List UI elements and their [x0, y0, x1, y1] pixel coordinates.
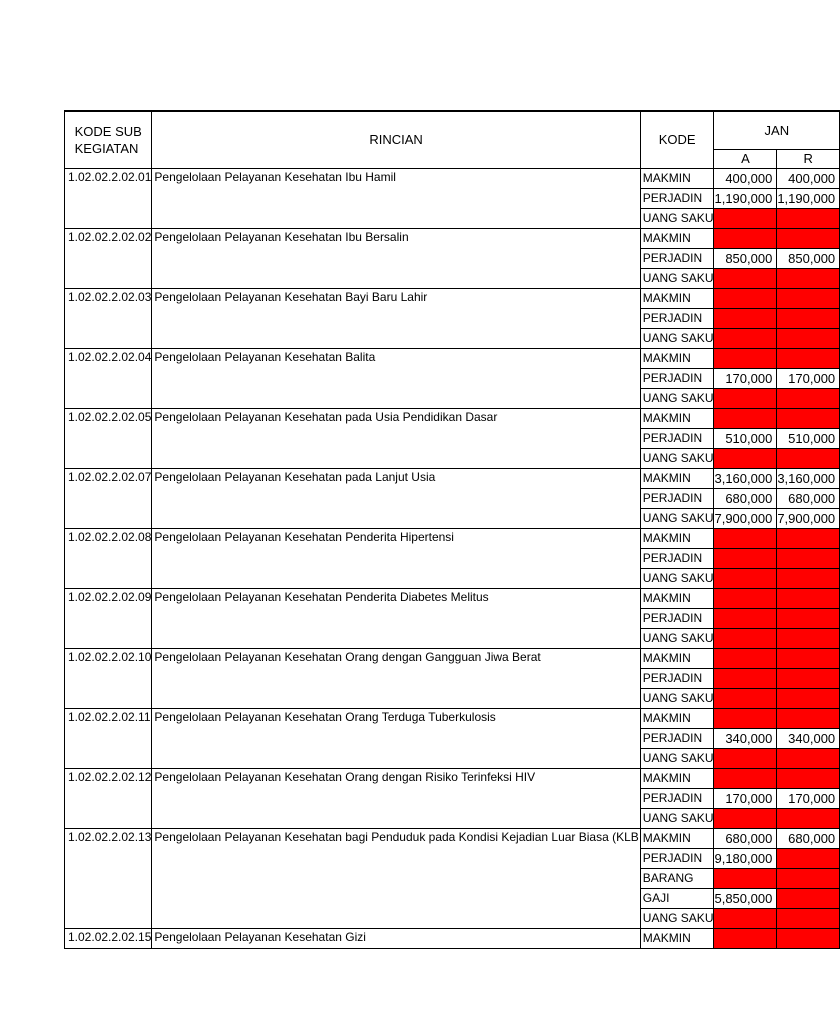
rincian-cell[interactable]: Pengelolaan Pelayanan Kesehatan Orang dengan Risiko Terinfeksi HIV	[152, 768, 640, 828]
kode-cell[interactable]: PERJADIN	[640, 428, 714, 448]
value-r-cell[interactable]: 170,000	[777, 368, 840, 388]
rincian-cell[interactable]: Pengelolaan Pelayanan Kesehatan Gizi	[152, 928, 640, 948]
value-a-cell[interactable]: 680,000	[714, 828, 777, 848]
value-a-cell[interactable]	[714, 208, 777, 228]
budget-table	[64, 110, 840, 949]
rincian-cell[interactable]: Pengelolaan Pelayanan Kesehatan bagi Penduduk pada Kondisi Kejadian Luar Biasa (KLB	[152, 828, 640, 928]
kode-sub-kegiatan-cell[interactable]: 1.02.02.2.02.10	[65, 648, 152, 708]
kode-cell[interactable]: UANG SAKU	[640, 628, 714, 648]
table-row	[65, 588, 840, 608]
value-r-cell[interactable]	[777, 528, 840, 548]
value-a-cell[interactable]: 400,000	[714, 168, 777, 188]
kode-cell[interactable]: PERJADIN	[640, 668, 714, 688]
value-a-cell[interactable]	[714, 748, 777, 768]
value-a-cell[interactable]	[714, 868, 777, 888]
value-r-cell[interactable]	[777, 768, 840, 788]
value-a-cell[interactable]: 5,850,000	[714, 888, 777, 908]
header-col-r: R	[777, 149, 840, 168]
value-r-cell[interactable]	[777, 628, 840, 648]
kode-cell[interactable]: UANG SAKU	[640, 808, 714, 828]
rincian-cell[interactable]: Pengelolaan Pelayanan Kesehatan Penderita Hipertensi	[152, 528, 640, 588]
header-col-a: A	[714, 149, 777, 168]
value-a-cell[interactable]	[714, 228, 777, 248]
value-r-cell[interactable]	[777, 608, 840, 628]
kode-cell[interactable]: MAKMIN	[640, 768, 714, 788]
value-r-cell[interactable]: 680,000	[777, 828, 840, 848]
header-kode-sub-kegiatan	[65, 111, 152, 168]
kode-sub-kegiatan-cell[interactable]: 1.02.02.2.02.09	[65, 588, 152, 648]
kode-cell[interactable]: MAKMIN	[640, 708, 714, 728]
value-r-cell[interactable]	[777, 388, 840, 408]
kode-cell[interactable]: PERJADIN	[640, 548, 714, 568]
table-row	[65, 528, 840, 548]
value-a-cell[interactable]: 680,000	[714, 488, 777, 508]
value-r-cell[interactable]: 1,190,000	[777, 188, 840, 208]
value-r-cell[interactable]	[777, 308, 840, 328]
value-r-cell[interactable]	[777, 688, 840, 708]
kode-cell[interactable]: UANG SAKU	[640, 208, 714, 228]
value-r-cell[interactable]	[777, 868, 840, 888]
value-r-cell[interactable]	[777, 348, 840, 368]
value-a-cell[interactable]	[714, 268, 777, 288]
kode-cell[interactable]: UANG SAKU	[640, 508, 714, 528]
kode-sub-kegiatan-cell[interactable]: 1.02.02.2.02.03	[65, 288, 152, 348]
value-r-cell[interactable]	[777, 408, 840, 428]
kode-cell[interactable]: UANG SAKU	[640, 908, 714, 928]
kode-sub-kegiatan-cell[interactable]: 1.02.02.2.02.13	[65, 828, 152, 928]
table-row	[65, 708, 840, 728]
value-a-cell[interactable]	[714, 388, 777, 408]
header-rincian: RINCIAN	[152, 111, 640, 168]
value-a-cell[interactable]	[714, 608, 777, 628]
kode-sub-kegiatan-cell[interactable]: 1.02.02.2.02.11	[65, 708, 152, 768]
table-row	[65, 828, 840, 848]
kode-cell[interactable]: BARANG	[640, 868, 714, 888]
value-r-cell[interactable]: 340,000	[777, 728, 840, 748]
kode-sub-kegiatan-cell[interactable]: 1.02.02.2.02.05	[65, 408, 152, 468]
value-a-cell[interactable]	[714, 408, 777, 428]
value-a-cell[interactable]	[714, 808, 777, 828]
value-a-cell[interactable]	[714, 628, 777, 648]
kode-cell[interactable]: MAKMIN	[640, 648, 714, 668]
value-a-cell[interactable]	[714, 588, 777, 608]
value-r-cell[interactable]: 7,900,000	[777, 508, 840, 528]
header-kode: KODE	[640, 111, 714, 168]
value-r-cell[interactable]	[777, 288, 840, 308]
value-r-cell[interactable]	[777, 648, 840, 668]
value-r-cell[interactable]: 3,160,000	[777, 468, 840, 488]
header-month: JAN	[714, 111, 840, 149]
kode-cell[interactable]: PERJADIN	[640, 608, 714, 628]
kode-cell[interactable]: UANG SAKU	[640, 388, 714, 408]
kode-cell[interactable]: MAKMIN	[640, 168, 714, 188]
kode-sub-kegiatan-cell[interactable]: 1.02.02.2.02.07	[65, 468, 152, 528]
kode-cell[interactable]: PERJADIN	[640, 188, 714, 208]
kode-cell[interactable]: GAJI	[640, 888, 714, 908]
kode-cell[interactable]: UANG SAKU	[640, 328, 714, 348]
value-r-cell[interactable]	[777, 808, 840, 828]
table-row	[65, 288, 840, 308]
value-a-cell[interactable]	[714, 308, 777, 328]
kode-sub-kegiatan-cell[interactable]: 1.02.02.2.02.01	[65, 168, 152, 228]
value-a-cell[interactable]: 850,000	[714, 248, 777, 268]
value-r-cell[interactable]: 400,000	[777, 168, 840, 188]
kode-cell[interactable]: MAKMIN	[640, 588, 714, 608]
table-row	[65, 228, 840, 248]
kode-cell[interactable]: MAKMIN	[640, 928, 714, 948]
kode-cell[interactable]: UANG SAKU	[640, 688, 714, 708]
value-a-cell[interactable]: 1,190,000	[714, 188, 777, 208]
value-r-cell[interactable]	[777, 568, 840, 588]
value-a-cell[interactable]: 3,160,000	[714, 468, 777, 488]
table-row	[65, 168, 840, 188]
value-r-cell[interactable]	[777, 848, 840, 868]
rincian-cell[interactable]: Pengelolaan Pelayanan Kesehatan Ibu Hamil	[152, 168, 640, 228]
value-a-cell[interactable]	[714, 448, 777, 468]
rincian-cell[interactable]: Pengelolaan Pelayanan Kesehatan Bayi Baru Lahir	[152, 288, 640, 348]
rincian-cell[interactable]: Pengelolaan Pelayanan Kesehatan pada Usia Pendidikan Dasar	[152, 408, 640, 468]
kode-sub-kegiatan-cell[interactable]: 1.02.02.2.02.04	[65, 348, 152, 408]
value-r-cell[interactable]	[777, 748, 840, 768]
value-a-cell[interactable]: 510,000	[714, 428, 777, 448]
value-r-cell[interactable]	[777, 208, 840, 228]
kode-cell[interactable]: MAKMIN	[640, 288, 714, 308]
kode-cell[interactable]: PERJADIN	[640, 368, 714, 388]
value-r-cell[interactable]: 170,000	[777, 788, 840, 808]
value-a-cell[interactable]	[714, 288, 777, 308]
value-a-cell[interactable]	[714, 648, 777, 668]
value-r-cell[interactable]: 680,000	[777, 488, 840, 508]
kode-cell[interactable]: PERJADIN	[640, 308, 714, 328]
kode-cell[interactable]: MAKMIN	[640, 468, 714, 488]
kode-cell[interactable]: PERJADIN	[640, 488, 714, 508]
value-r-cell[interactable]	[777, 668, 840, 688]
value-a-cell[interactable]	[714, 908, 777, 928]
value-r-cell[interactable]	[777, 548, 840, 568]
kode-cell[interactable]: PERJADIN	[640, 788, 714, 808]
kode-cell[interactable]: MAKMIN	[640, 528, 714, 548]
value-r-cell[interactable]	[777, 588, 840, 608]
value-r-cell[interactable]: 510,000	[777, 428, 840, 448]
value-a-cell[interactable]	[714, 768, 777, 788]
kode-cell[interactable]: MAKMIN	[640, 228, 714, 248]
value-a-cell[interactable]	[714, 668, 777, 688]
table-row	[65, 468, 840, 488]
kode-sub-kegiatan-cell[interactable]: 1.02.02.2.02.02	[65, 228, 152, 288]
value-a-cell[interactable]	[714, 548, 777, 568]
rincian-cell[interactable]: Pengelolaan Pelayanan Kesehatan Orang dengan Gangguan Jiwa Berat	[152, 648, 640, 708]
value-a-cell[interactable]: 9,180,000	[714, 848, 777, 868]
kode-cell[interactable]: UANG SAKU	[640, 568, 714, 588]
value-r-cell[interactable]	[777, 268, 840, 288]
table-row	[65, 768, 840, 788]
value-a-cell[interactable]	[714, 688, 777, 708]
value-a-cell[interactable]: 340,000	[714, 728, 777, 748]
value-r-cell[interactable]	[777, 888, 840, 908]
kode-sub-kegiatan-cell[interactable]: 1.02.02.2.02.12	[65, 768, 152, 828]
kode-sub-kegiatan-cell[interactable]: 1.02.02.2.02.15	[65, 928, 152, 948]
table-row	[65, 648, 840, 668]
value-a-cell[interactable]	[714, 528, 777, 548]
value-a-cell[interactable]	[714, 328, 777, 348]
kode-cell[interactable]: MAKMIN	[640, 828, 714, 848]
value-a-cell[interactable]: 170,000	[714, 788, 777, 808]
kode-cell[interactable]: PERJADIN	[640, 848, 714, 868]
table-row	[65, 348, 840, 368]
rincian-cell[interactable]: Pengelolaan Pelayanan Kesehatan Balita	[152, 348, 640, 408]
table-body	[65, 168, 840, 948]
value-r-cell[interactable]	[777, 448, 840, 468]
kode-sub-kegiatan-cell[interactable]: 1.02.02.2.02.08	[65, 528, 152, 588]
value-a-cell[interactable]: 7,900,000	[714, 508, 777, 528]
value-r-cell[interactable]: 850,000	[777, 248, 840, 268]
value-r-cell[interactable]	[777, 908, 840, 928]
table-row	[65, 408, 840, 428]
value-r-cell[interactable]	[777, 328, 840, 348]
table-row	[65, 928, 840, 948]
kode-cell[interactable]: PERJADIN	[640, 248, 714, 268]
rincian-cell[interactable]: Pengelolaan Pelayanan Kesehatan pada Lanjut Usia	[152, 468, 640, 528]
header-kode-sub-kegiatan-label: KODE SUB KEGIATAN	[74, 123, 142, 156]
value-r-cell[interactable]	[777, 928, 840, 948]
value-r-cell[interactable]	[777, 708, 840, 728]
kode-cell[interactable]: MAKMIN	[640, 348, 714, 368]
value-a-cell[interactable]	[714, 348, 777, 368]
kode-cell[interactable]: MAKMIN	[640, 408, 714, 428]
rincian-cell[interactable]: Pengelolaan Pelayanan Kesehatan Orang Terduga Tuberkulosis	[152, 708, 640, 768]
value-a-cell[interactable]	[714, 568, 777, 588]
kode-cell[interactable]: UANG SAKU	[640, 268, 714, 288]
value-a-cell[interactable]	[714, 708, 777, 728]
kode-cell[interactable]: PERJADIN	[640, 728, 714, 748]
kode-cell[interactable]: UANG SAKU	[640, 748, 714, 768]
value-a-cell[interactable]	[714, 928, 777, 948]
rincian-cell[interactable]: Pengelolaan Pelayanan Kesehatan Penderita Diabetes Melitus	[152, 588, 640, 648]
value-a-cell[interactable]: 170,000	[714, 368, 777, 388]
kode-cell[interactable]: UANG SAKU	[640, 448, 714, 468]
table-header	[65, 111, 840, 168]
rincian-cell[interactable]: Pengelolaan Pelayanan Kesehatan Ibu Bersalin	[152, 228, 640, 288]
value-r-cell[interactable]	[777, 228, 840, 248]
